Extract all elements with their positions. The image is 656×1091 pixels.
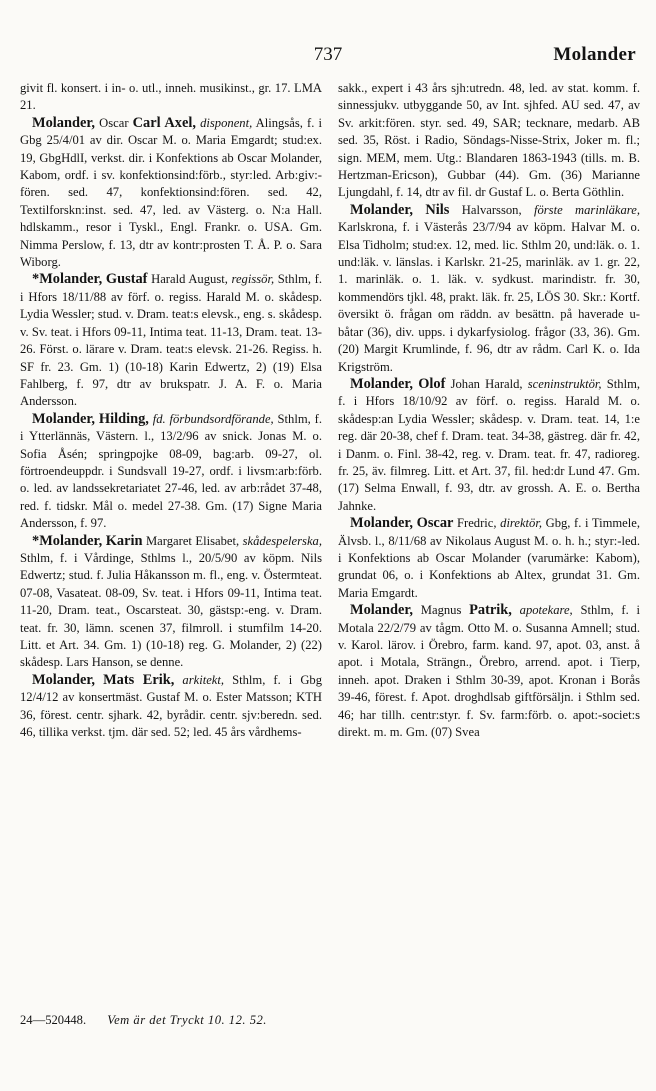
running-head: Molander bbox=[553, 44, 636, 65]
body-columns bbox=[20, 80, 640, 1010]
entry-given-names: Harald August, bbox=[151, 272, 228, 287]
entry-text: Sthlm, f. i Gbg 12/4/12 av konsertmäst. Gustaf M. o. Ester Matsson; KTH 36, förest. centr. sjhark. 42, byrådir. centr. sjv:beredn. sed. 46, tillika verkst. tjm. där sed. 52; led. 45 års vårdhems- bbox=[20, 672, 323, 740]
entry-surname: Molander, bbox=[350, 602, 414, 619]
entry-surname: Molander, bbox=[32, 671, 96, 688]
biography-entry bbox=[20, 533, 322, 672]
entry-text: sakk., expert i 43 års sjh:utredn. 48, led. av stat. komm. f. sinnessjukv. utbyggande 50, av Int. sjhfed. AU sed. 47, av Sv. arkit:fören. styr. sed. 49, SAR; tecknare, medarb. AB sed. 35, Röst. i Radio, Söndags-Nisse-Strix, Joker m. fl.; sign. MEM, mem. Utg.: Blandaren 1863-1943 (tills. m. B. Hertzman-Ericson), Gubbar (44). Gm. (36) Marianne Ljungdahl, f. 14, dtr av fil. dr Gustaf L. o. Berta Göthlin. bbox=[338, 81, 640, 200]
page-header bbox=[20, 40, 636, 72]
entry-given-name-bold: Patrik, bbox=[469, 602, 512, 619]
entry-text: Gbg, f. i Timmele, Älvsb. l., 8/11/68 av Nikolaus August M. o. h. h.; styr:-led. i Konfektions ab Oscar Molander (varumärke: Kabom), grundat 06, o. i Konfektions ab Altex, grundat 31. Gm. Maria Emgardt. bbox=[338, 516, 640, 600]
biography-entry bbox=[20, 115, 322, 272]
entry-title: fd. förbundsordförande, bbox=[152, 411, 274, 426]
entry-given-name-bold: Carl Axel, bbox=[132, 114, 196, 131]
entry-title: arkitekt, bbox=[182, 672, 225, 687]
print-signature: 24—520448. bbox=[20, 1013, 87, 1027]
entry-given-name-bold: Oscar bbox=[416, 515, 454, 532]
biography-entry bbox=[338, 602, 640, 741]
left-column bbox=[20, 80, 322, 1010]
page-number: 737 bbox=[313, 44, 343, 65]
biography-entry bbox=[20, 411, 322, 533]
entry-text: Sthlm, f. i Motala 22/2/79 av tågm. Otto M. o. Susanna Amnell; stud. v. Karol. lärov. i Örebro, farm. kand. 97, apot. 03, anst. å apot. i Motala, Strängn., Örebro, arrend. apot. i Tierp, inneh. apot. Draken i Sthlm 30-39, apot. Kronan i Borås 39-46, förest. f. Apot. droghdlsab giftförsäljn. i Sthlm sed. 46; har tillh. centr:styr. f. Sv. farm:förb. o. apot:-societ:s direkt. m. m. Gm. (07) Svea bbox=[338, 603, 640, 740]
entry-given-names: Fredric, bbox=[457, 516, 497, 531]
print-note: Vem är det Tryckt 10. 12. 52. bbox=[107, 1013, 267, 1027]
right-column bbox=[338, 80, 640, 1010]
entry-continuation bbox=[338, 80, 640, 202]
entry-title: disponent, bbox=[200, 115, 253, 130]
entry-given-name-bold: Olof bbox=[418, 375, 446, 392]
entry-given-names: Halvarsson, bbox=[461, 202, 522, 217]
entry-title: sceninstruktör, bbox=[527, 376, 602, 391]
entry-title: direktör, bbox=[500, 516, 542, 531]
entry-given-names: Magnus bbox=[420, 603, 462, 618]
entry-given-name-bold: Karin bbox=[105, 532, 143, 549]
entry-given-names: Johan Harald, bbox=[450, 376, 523, 391]
entry-surname: Molander, bbox=[350, 201, 414, 218]
entry-title: förste marinläkare, bbox=[533, 202, 640, 217]
entry-given-names: Margaret Elisabet, bbox=[145, 533, 240, 548]
biography-entry bbox=[338, 515, 640, 602]
biography-entry bbox=[20, 271, 322, 410]
entry-surname: Molander, bbox=[32, 114, 96, 131]
entry-surname: Molander, bbox=[350, 375, 414, 392]
biography-entry bbox=[20, 672, 322, 742]
entry-surname: *Molander, bbox=[32, 532, 103, 549]
entry-title: skådespelerska, bbox=[242, 533, 322, 548]
entry-text: Alingsås, f. i Gbg 25/4/01 av dir. Oscar M. o. Maria Emgardt; stud:ex. 19, GbgHdlI, verkst. dir. i Konfektions ab Oscar Molander, Kabom, ordf. i sv. konfektionsind:förb., styr:led. Arb:giv:-fören. sed. 47, konfektionsind:fören. sed. 42, Textilforskn:inst. sed. 47, led. av Västerg. o. N:a Hall. hdlskamm., resor i Tyskl., Engl. Frankr. o. USA. Gm. Nimma Perslow, f. 13, dtr av kontr:prosten T. Å. P. o. Sara Wiborg. bbox=[20, 115, 322, 270]
entry-surname: Molander, bbox=[350, 515, 414, 532]
entry-surname: Molander, bbox=[32, 410, 96, 427]
entry-title: apotekare, bbox=[519, 603, 573, 618]
entry-continuation bbox=[20, 80, 322, 115]
entry-text: Sthlm, f. i Hfors 18/11/88 av förf. o. regiss. Harald M. o. skådesp. Lydia Wessler; stud. v. Dram. teat:s elevsk., eng. s. skådesp. v. Sv. teat. i Hfors 09-11, Intima teat. 11-13, Dram. teat. 13-26. Först. o. lärare v. Dram. teat:s elevsk. 21-26. Regiss. h. SF fr. 23. Gm. 1) (10-18) Karin Edwertz, 2) (19) Elsa Fahlberg, f. 97, dtr av brukspatr. J. A. F. o. Maria Andersson. bbox=[20, 272, 322, 409]
biography-entry bbox=[338, 202, 640, 376]
entry-title: regissör, bbox=[231, 272, 275, 287]
biography-entry bbox=[338, 376, 640, 515]
entry-given-names: Oscar bbox=[99, 115, 129, 130]
entry-given-name-bold: Gustaf bbox=[105, 271, 148, 288]
entry-text: givit fl. konsert. i in- o. utl., inneh. musikinst., gr. 17. LMA 21. bbox=[20, 81, 322, 113]
entry-text: Sthlm, f. i Hfors 18/10/92 av förf. o. regiss. Harald M. o. skådesp:an Lydia Wessler; skådesp. v. Dram. teat. 14, 1:e reg. där 20-38, chef f. Dram. teat. 34-38, gästreg. där fr. 42, i Danm. o. Finl. 38-42, reg. v. Dram. teat. fr. 47, radioreg. fr. 25, äv. filmreg. Litt. et Art. 37, fil. hed:dr Lund 47. Gm. (17) Selma Enwall, f. 93, dtr. av grossh. A. E. o. Bertha Jahnke. bbox=[338, 376, 640, 513]
entry-text: Karlskrona, f. i Västerås 23/7/94 av köpm. Halvar M. o. Elsa Tidholm; stud:ex. 12, med. lic. Sthlm 20, und:läk. o. 1. und:läk. v. länslas. i Karlskr. 21-25, marinläk. av 1. gr. 22, 1. marinläk. o. 1. läk. v. sydkust. marindistr. fr. 30, kommendörs tjkl. 48, prakt. läk. fr. 25, LÖS 30. Skr.: Kortf. översikt ö. frågan om räddn. av besättn. på haverade u-båtar (36), div. upps. i dykarfysiolog. frågor (33, 36). Gm. (20) Margit Krumlinde, f. 96, dtr av rådm. Carl K. o. Ida Krigström. bbox=[338, 220, 640, 374]
entry-given-name-bold: Nils bbox=[425, 201, 450, 218]
entry-given-name-bold: Hilding, bbox=[98, 410, 149, 427]
entry-given-name-bold: Mats Erik, bbox=[103, 671, 175, 688]
page-footer bbox=[20, 1013, 636, 1035]
entry-text: Sthlm, f. i Vårdinge, Sthlms l., 20/5/90 av köpm. Nils Edwertz; stud. f. Julia Håkansson m. fl., eng. v. Östermteat. 07-08, Vasateat. 08-09, Sv. teat. i Hfors 09-11, Intima teat. 11-20, Dram. teat., Oscarsteat. 30, gästsp:-eng. v. Dram. teat. fr. 30, lämn. scenen 37, filmroll. i stumfilm 14-20. Litt. et Art. 34. Gm. 1) (10-18) reg. G. Molander, 2) (22) skådesp. Lars Hanson, se denne. bbox=[20, 550, 322, 670]
entry-surname: *Molander, bbox=[32, 271, 103, 288]
entry-text: Sthlm, f. i Ytterlännäs, Västern. l., 13/2/96 av snick. Jonas M. o. Sofia Åsén; springpojke 08-09, bag:arb. 09-27, ol. förtroendeuppdr. i Sundsvall 19-27, ordf. i livsm:arb:förb. o. led. av landssekretariatet 27-46, led. av arb:rådet 37-48, red. f. tidskr. Mål o. medel 27-38. Gm. (17) Signe Maria Andersson, f. 97. bbox=[20, 411, 322, 531]
